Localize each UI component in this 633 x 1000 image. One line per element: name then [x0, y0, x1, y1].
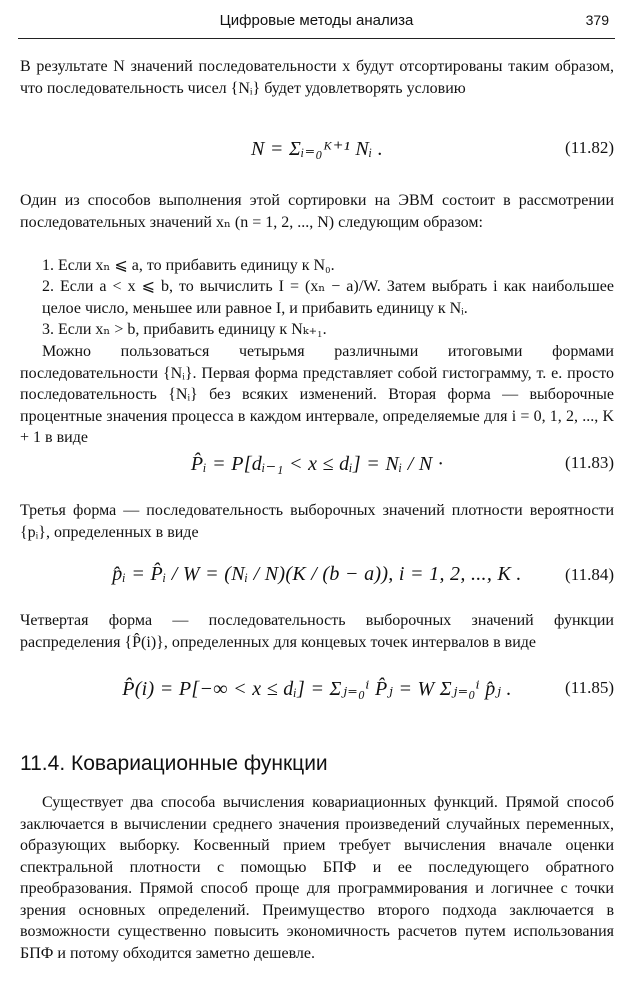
paragraph-third-form: Третья форма — последовательность выборочных значений плотности вероятности {pᵢ}, определенных в виде: [20, 502, 614, 541]
equation-number: (11.83): [565, 453, 614, 472]
paragraph-fourth-form: Четвертая форма — последовательность выборочных значений функции распределения {P̂(i)}, определенных для концевых точек интервалов в виде: [20, 612, 614, 651]
equation-number: (11.84): [565, 565, 614, 584]
equation-number: (11.85): [565, 678, 614, 697]
paragraph-covariance: Существует два способа вычисления ковариационных функций. Прямой способ заключается в вычислении среднего значения произведений случайных переменных, образующих выборку. Косвенный прием требует вычисления вначале оценки спектральной плотности с помощью БПФ и ее последующего обратного преобразования. Прямой способ проще для программирования и логичнее с точки зрения основных определений. Преимущество второго подхода заключается в возможности существенно повысить экономичность расчетов путем использования БПФ и потому обходится заметно дешевле.: [20, 794, 614, 962]
equation-formula: p̂ᵢ = P̂ᵢ / W = (Nᵢ / N)(K / (b − a)), i = 1, 2, ..., K .: [112, 563, 522, 585]
equation-formula: N = Σᵢ₌₀ᴷ⁺¹ Nᵢ .: [250, 138, 384, 160]
equation-11-83: [20, 445, 614, 485]
paragraph-sorting-method: Один из способов выполнения этой сортировки на ЭВМ состоит в рассмотрении последовательных значений xₙ (n = 1, 2, ..., N) следующим образом:: [20, 192, 614, 231]
equation-11-82: [20, 130, 614, 170]
equation-formula: P̂(i) = P[−∞ < x ≤ dᵢ] = Σⱼ₌₀ⁱ P̂ⱼ = W Σⱼ₌₀ⁱ p̂ⱼ .: [122, 678, 512, 700]
page-header: [18, 0, 615, 39]
equation-number: (11.82): [565, 138, 614, 157]
list-item-2: 2. Если a < x ⩽ b, то вычислить I = (xₙ − a)/W. Затем выбрать i как наибольшее целое число, меньшее или равное I, и прибавить единицу к Nᵢ.: [42, 278, 614, 317]
section-title: Ковариационные функции: [71, 752, 328, 775]
list-item-1: 1. Если xₙ ⩽ a, то прибавить единицу к N₀.: [42, 257, 335, 274]
list-item-3: 3. Если xₙ > b, прибавить единицу к Nₖ₊₁.: [42, 321, 327, 338]
section-heading: [20, 752, 614, 776]
equation-11-85: [20, 670, 614, 710]
paragraph-sorting-result: В результате N значений последовательности x будут отсортированы таким образом, что последовательность чисел {Nᵢ} будет удовлетворять условию: [20, 58, 614, 97]
equation-11-84: [20, 557, 614, 597]
section-number: 11.4.: [20, 752, 66, 775]
paragraph-output-forms: Можно пользоваться четырьмя различными итоговыми формами последовательности {Nᵢ}. Первая форма представляет собой гистограмму, т. е. просто последовательность {Nᵢ} без всяких изменений. Вторая форма — выборочные процентные значения процесса в каждом интервале, определяемые для i = 0, 1, 2, ..., K + 1 в виде: [20, 343, 614, 446]
equation-formula: P̂ᵢ = P[dᵢ₋₁ < x ≤ dᵢ] = Nᵢ / N ·: [190, 453, 444, 475]
page-number: 379: [585, 12, 609, 28]
running-title: Цифровые методы анализа: [219, 12, 414, 29]
